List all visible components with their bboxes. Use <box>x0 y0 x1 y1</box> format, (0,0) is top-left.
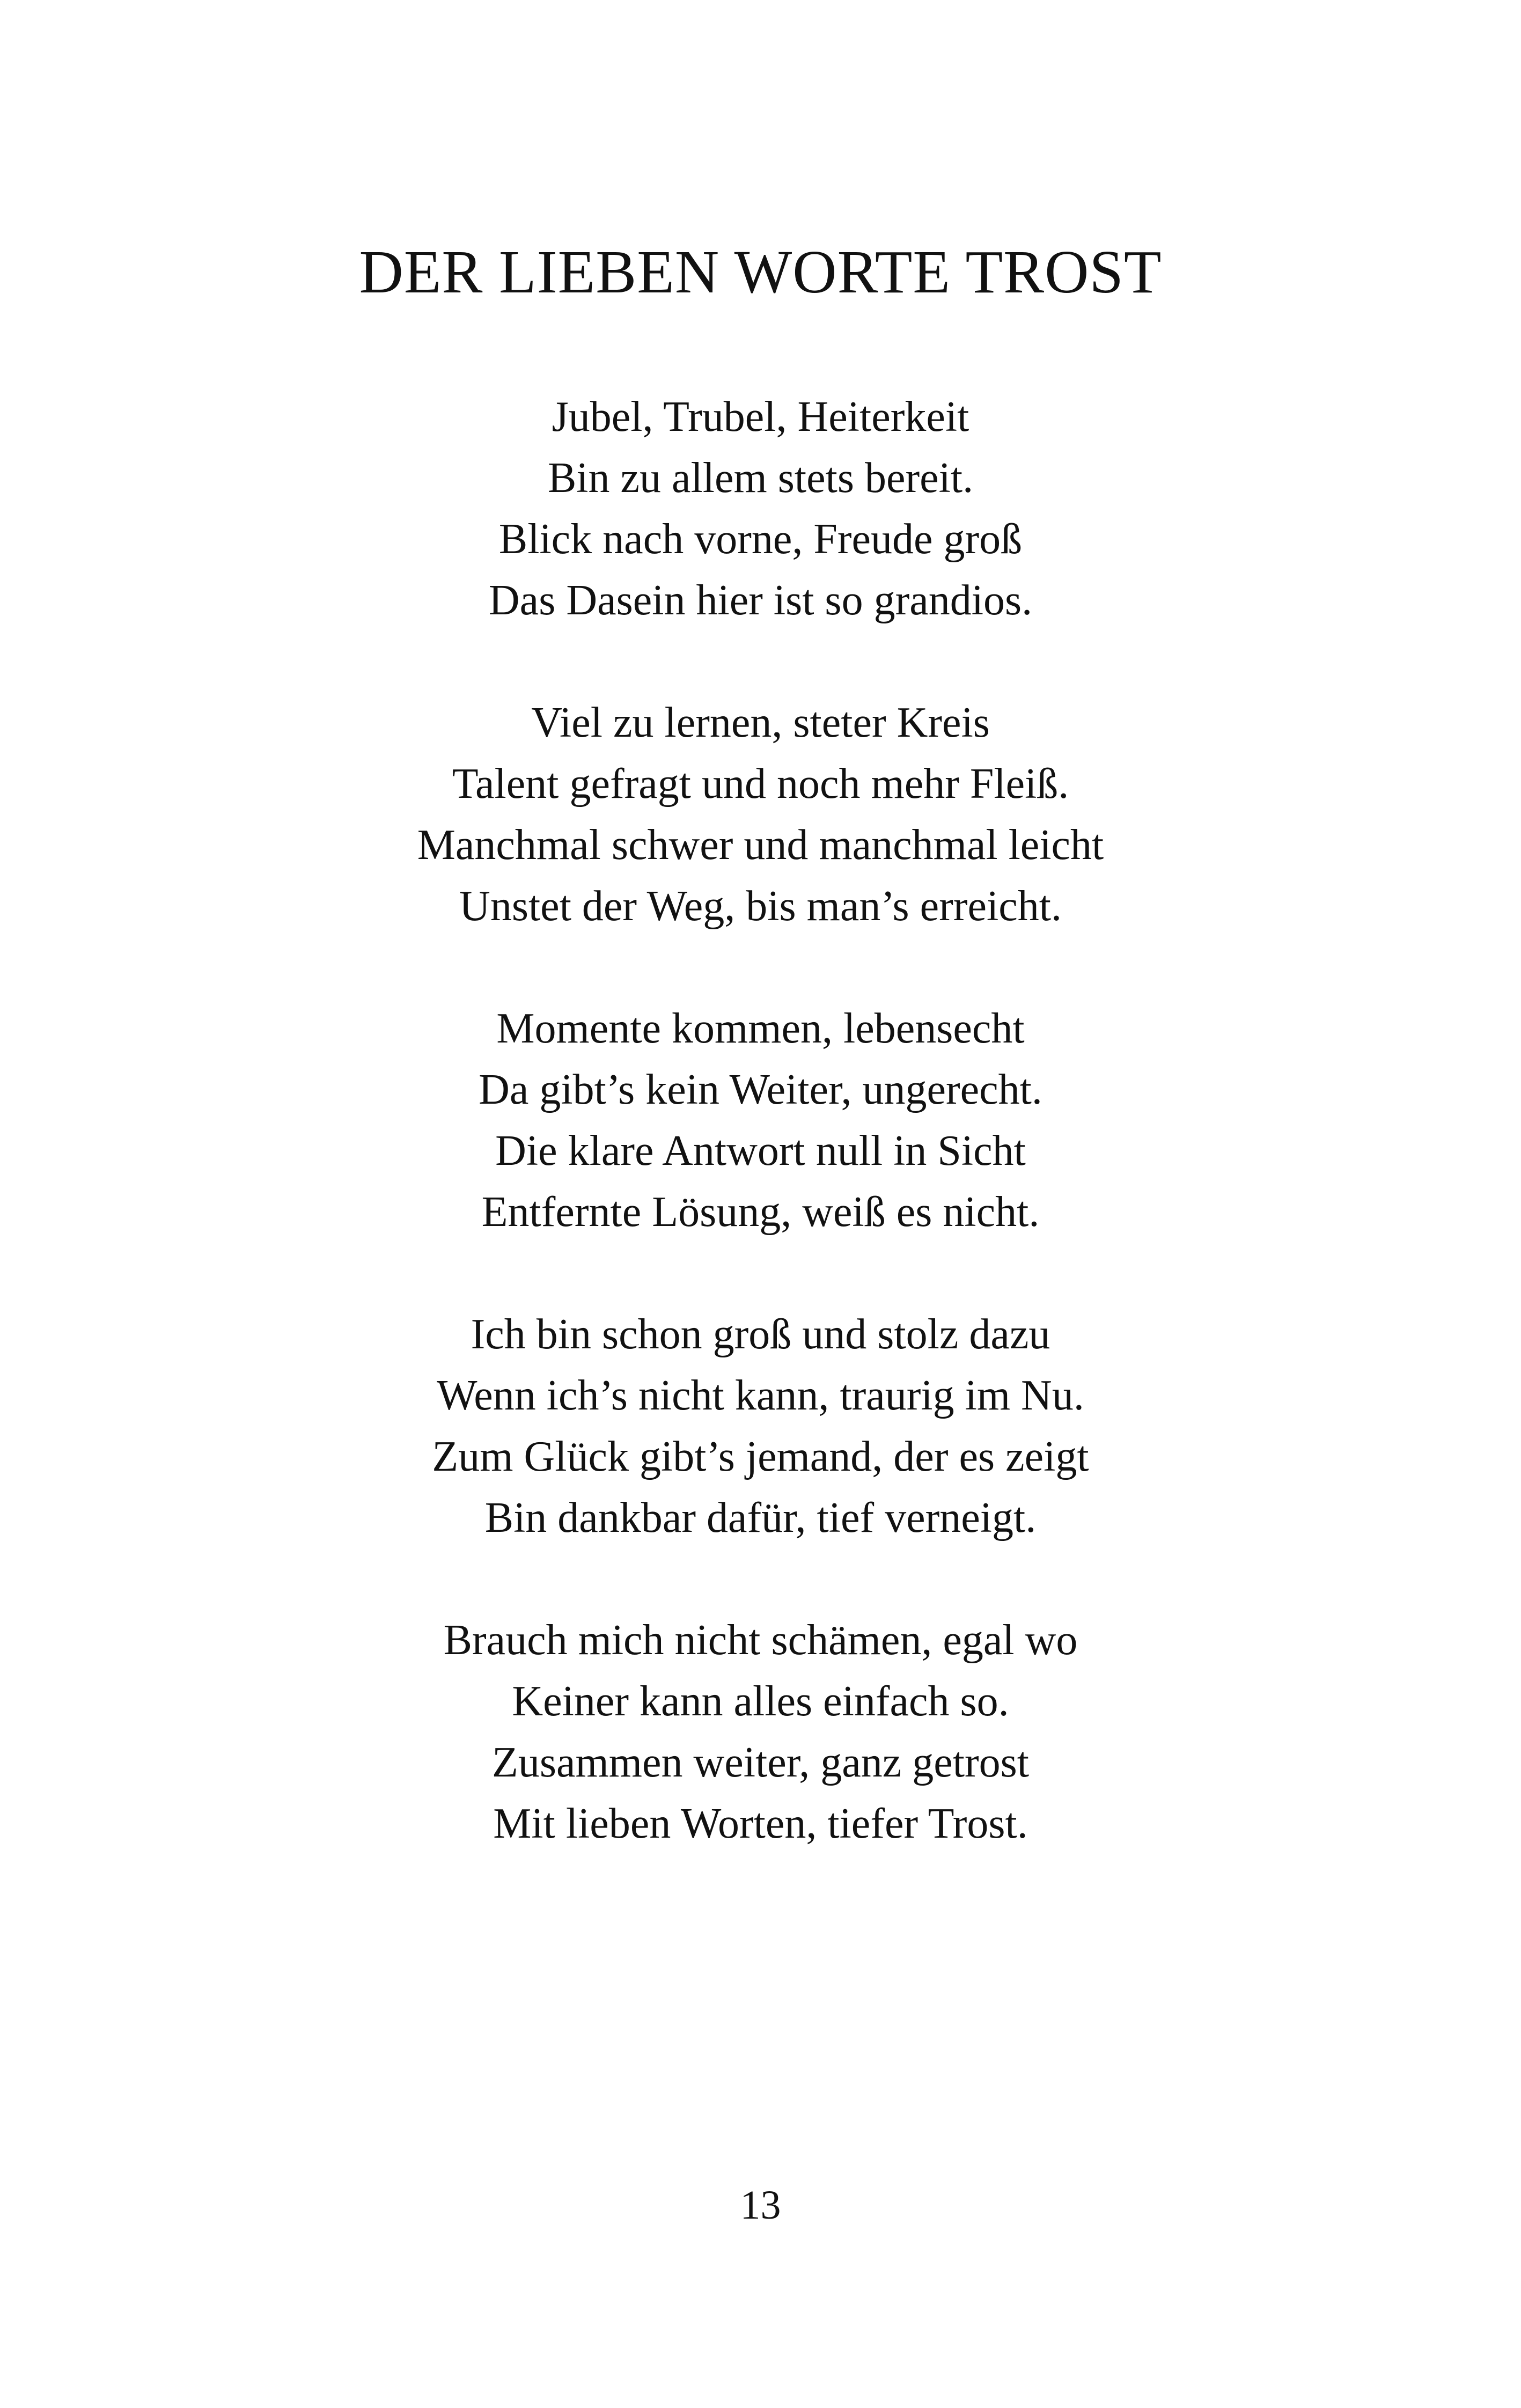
poem-line: Wenn ich’s nicht kann, traurig im Nu. <box>437 1372 1084 1419</box>
poem-line: Unstet der Weg, bis man’s erreicht. <box>459 883 1062 930</box>
poem-line: Entfernte Lösung, weiß es nicht. <box>481 1188 1040 1236</box>
poem-line: Zum Glück gibt’s jemand, der es zeigt <box>432 1433 1089 1480</box>
poem-line: Talent gefragt und noch mehr Fleiß. <box>452 760 1069 807</box>
poem-line: Bin dankbar dafür, tief verneigt. <box>484 1494 1037 1541</box>
stanza <box>0 692 1521 937</box>
page-number: 13 <box>740 2183 781 2228</box>
poem-line: Manchmal schwer und manchmal leicht <box>417 821 1104 869</box>
poem-body <box>0 386 1521 1854</box>
poem-line: Das Dasein hier ist so grandios. <box>488 577 1033 624</box>
poem-line: Ich bin schon groß und stolz dazu <box>471 1311 1050 1358</box>
stanza <box>0 998 1521 1243</box>
poem-line: Momente kommen, lebensecht <box>496 1005 1025 1052</box>
poem-line: Jubel, Trubel, Heiterkeit <box>552 393 969 441</box>
poem-title: DER LIEBEN WORTE TROST <box>359 238 1162 306</box>
poem-line: Zusammen weiter, ganz getrost <box>492 1739 1029 1786</box>
poem-line: Blick nach vorne, Freude groß <box>498 516 1023 563</box>
poem-line: Brauch mich nicht schämen, egal wo <box>443 1617 1078 1664</box>
stanza <box>0 1610 1521 1854</box>
stanza <box>0 386 1521 631</box>
poem-line: Bin zu allem stets bereit. <box>547 454 974 502</box>
poem-line: Keiner kann alles einfach so. <box>512 1678 1009 1725</box>
poem-line: Viel zu lernen, steter Kreis <box>531 699 990 746</box>
poem-line: Da gibt’s kein Weiter, ungerecht. <box>479 1066 1042 1113</box>
stanza <box>0 1304 1521 1548</box>
poem-line: Die klare Antwort null in Sicht <box>495 1127 1026 1174</box>
poem-line: Mit lieben Worten, tiefer Trost. <box>493 1800 1028 1847</box>
